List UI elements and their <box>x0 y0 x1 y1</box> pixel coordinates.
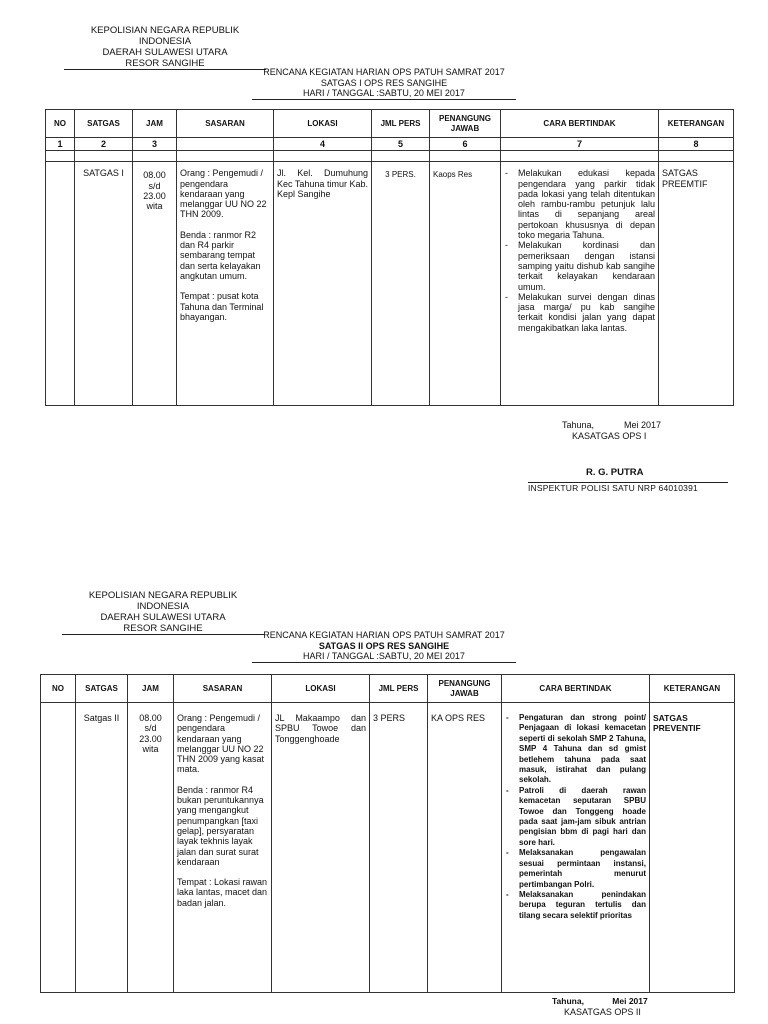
col-header-keterangan: KETERANGAN <box>659 110 734 138</box>
table-row <box>46 162 734 406</box>
cell-lokasi: Jl. Kel. Dumuhung Kec Tahuna timur Kab. Kepl Sangihe <box>274 162 372 406</box>
cell-cara-bertindak <box>502 703 650 993</box>
letterhead-line: RESOR SANGIHE <box>64 58 266 70</box>
sasaran-tempat: Tempat : Lokasi rawan laka lantas, macet dan badan jalan. <box>177 877 268 908</box>
report-title <box>252 630 516 663</box>
cell-no <box>41 703 76 993</box>
col-header-jml-pers: JML PERS <box>370 675 428 703</box>
signature-place-date: Tahuna, Mei 2017 <box>562 420 662 430</box>
col-number: 5 <box>372 138 430 151</box>
col-header-keterangan: KETERANGAN <box>650 675 735 703</box>
col-number: 1 <box>46 138 75 151</box>
sasaran-orang: Orang : Pengemudi / pengendara kendaraan yang melanggar UU NO 22 THN 2009 yang kasat mata. <box>177 713 265 775</box>
cell-no <box>46 162 75 406</box>
letterhead-line: KEPOLISIAN NEGARA REPUBLIK INDONESIA <box>90 25 240 47</box>
jam-sep: s/d <box>148 180 161 191</box>
cell-keterangan: SATGAS PREEMTIF <box>659 162 734 406</box>
signature-block <box>552 996 752 1018</box>
col-header-cara-bertindak: CARA BERTINDAK <box>502 675 650 703</box>
signature-block <box>528 420 728 494</box>
action-item: - Patroli di daerah rawan kemacetan seputaran SPBU Towoe dan Tonggeng hoade pada saat jam-jam sibuk antrian pengisian bbm di pagi hari dan sore hari. <box>519 786 646 848</box>
col-header-sasaran: SASARAN <box>177 110 274 138</box>
col-header-no: NO <box>41 675 76 703</box>
spacer-row <box>46 151 734 162</box>
jam-start: 08.00 <box>139 713 162 723</box>
col-number: 8 <box>659 138 734 151</box>
cell-lokasi: JL Makaampo dan SPBU Towoe dan Tonggenghoade <box>272 703 370 993</box>
cell-penanggung-jawab: Kaops Res <box>430 162 501 406</box>
col-header-satgas: SATGAS <box>76 675 128 703</box>
cell-penanggung-jawab: KA OPS RES <box>428 703 502 993</box>
table-row <box>41 703 735 993</box>
title-line: HARI / TANGGAL :SABTU, 20 MEI 2017 <box>252 88 516 100</box>
jam-sep: s/d <box>144 723 157 734</box>
action-item: - Melakukan survei dengan dinas jasa marga/ pu kab sangihe terkait kondisi jalan yang dapat mengakibatkan laka lantas. <box>518 292 655 333</box>
action-item: - Pengaturan dan strong point/ Penjagaan di lokasi kemacetan seperti di sekolah SMP 2 Tahuna, SMP 4 Tahuna dan sd gmist betlehem tahuna pada saat masuk, istirahat dan pulang sekolah. <box>519 713 646 786</box>
cell-keterangan: SATGAS PREVENTIF <box>650 703 735 993</box>
sasaran-benda: Benda : ranmor R4 bukan peruntukannya yang mengangkut penumpangkan [taxi gelap], persyaratan layak tekhnis layak jalan dan surat surat kendaraan <box>177 784 264 867</box>
letterhead <box>64 25 266 70</box>
signature-role: KASATGAS OPS II <box>564 1007 641 1017</box>
col-header-lokasi: LOKASI <box>272 675 370 703</box>
activity-table <box>45 109 734 406</box>
column-number-row <box>46 138 734 151</box>
action-item: - Melaksanakan penindakan berupa teguran tertulis dan tilang secara selektif prioritas <box>519 890 646 921</box>
title-line: RENCANA KEGIATAN HARIAN OPS PATUH SAMRAT 2017 <box>263 67 505 77</box>
cell-cara-bertindak <box>501 162 659 406</box>
report-title <box>252 67 516 100</box>
jam-zone: wita <box>146 201 163 212</box>
col-header-cara-bertindak: CARA BERTINDAK <box>501 110 659 138</box>
col-number: 7 <box>501 138 659 151</box>
signature-name: R. G. PUTRA <box>586 467 644 478</box>
col-number <box>177 138 274 151</box>
col-number: 2 <box>75 138 133 151</box>
jam-start: 08.00 <box>143 170 166 181</box>
col-header-satgas: SATGAS <box>75 110 133 138</box>
action-item: - Melakukan edukasi kepada pengendara yang parkir tidak pada lokasi yang telah ditentukan oleh rambu-rambu petunjuk lalu lintas di sepanjang areal pertokoan khususnya di depan toko megaria Tahuna. <box>518 168 655 240</box>
col-header-no: NO <box>46 110 75 138</box>
sasaran-orang: Orang : Pengemudi / pengendara kendaraan yang melanggar UU NO 22 THN 2009. <box>180 168 267 220</box>
cell-satgas: SATGAS I <box>75 162 133 406</box>
cell-satgas: Satgas II <box>76 703 128 993</box>
letterhead-line: RESOR SANGIHE <box>62 623 264 635</box>
sasaran-benda: Benda : ranmor R2 dan R4 parkir sembarang tempat dan serta kelayakan angkutan umum. <box>180 229 261 281</box>
col-number: 4 <box>274 138 372 151</box>
title-line: HARI / TANGGAL :SABTU, 20 MEI 2017 <box>252 651 516 663</box>
cell-jml-pers: 3 PERS <box>370 703 428 993</box>
col-header-lokasi: LOKASI <box>274 110 372 138</box>
letterhead <box>62 590 264 635</box>
cell-jam <box>133 162 177 406</box>
cell-jam <box>128 703 174 993</box>
jam-end: 23.00 <box>143 190 166 201</box>
jam-end: 23.00 <box>139 733 162 744</box>
signature-rank: INSPEKTUR POLISI SATU NRP 64010391 <box>528 482 728 494</box>
col-number: 3 <box>133 138 177 151</box>
signature-role: KASATGAS OPS I <box>572 431 647 441</box>
cell-jml-pers: 3 PERS. <box>372 162 430 406</box>
letterhead-line: DAERAH SULAWESI UTARA <box>102 47 228 58</box>
col-header-jam: JAM <box>128 675 174 703</box>
activity-table <box>40 674 735 993</box>
sasaran-tempat: Tempat : pusat kota Tahuna dan Terminal bhayangan. <box>180 291 264 322</box>
action-item: - Melakukan kordinasi dan pemeriksaan dengan istansi samping yaitu dishub kab sangihe terkait kelayakan kendaraan umum. <box>518 240 655 291</box>
cell-sasaran <box>174 703 272 993</box>
jam-zone: wita <box>142 743 159 754</box>
title-line: RENCANA KEGIATAN HARIAN OPS PATUH SAMRAT 2017 <box>263 630 505 640</box>
col-number: 6 <box>430 138 501 151</box>
cell-sasaran <box>177 162 274 406</box>
signature-place-date: Tahuna, Mei 2017 <box>552 996 648 1006</box>
col-header-penanggung-jawab: PENANGUNG JAWAB <box>428 675 502 703</box>
letterhead-line: DAERAH SULAWESI UTARA <box>100 612 226 623</box>
col-header-penanggung-jawab: PENANGUNG JAWAB <box>430 110 501 138</box>
col-header-jml-pers: JML PERS <box>372 110 430 138</box>
title-line: SATGAS II OPS RES SANGIHE <box>318 640 450 651</box>
action-item: - Melaksanakan pengawalan sesuai permintaan instansi, pemerintah menurut pertimbangan Polri. <box>519 848 646 890</box>
col-header-sasaran: SASARAN <box>174 675 272 703</box>
title-line: SATGAS I OPS RES SANGIHE <box>320 77 448 88</box>
letterhead-line: KEPOLISIAN NEGARA REPUBLIK INDONESIA <box>88 590 238 612</box>
col-header-jam: JAM <box>133 110 177 138</box>
